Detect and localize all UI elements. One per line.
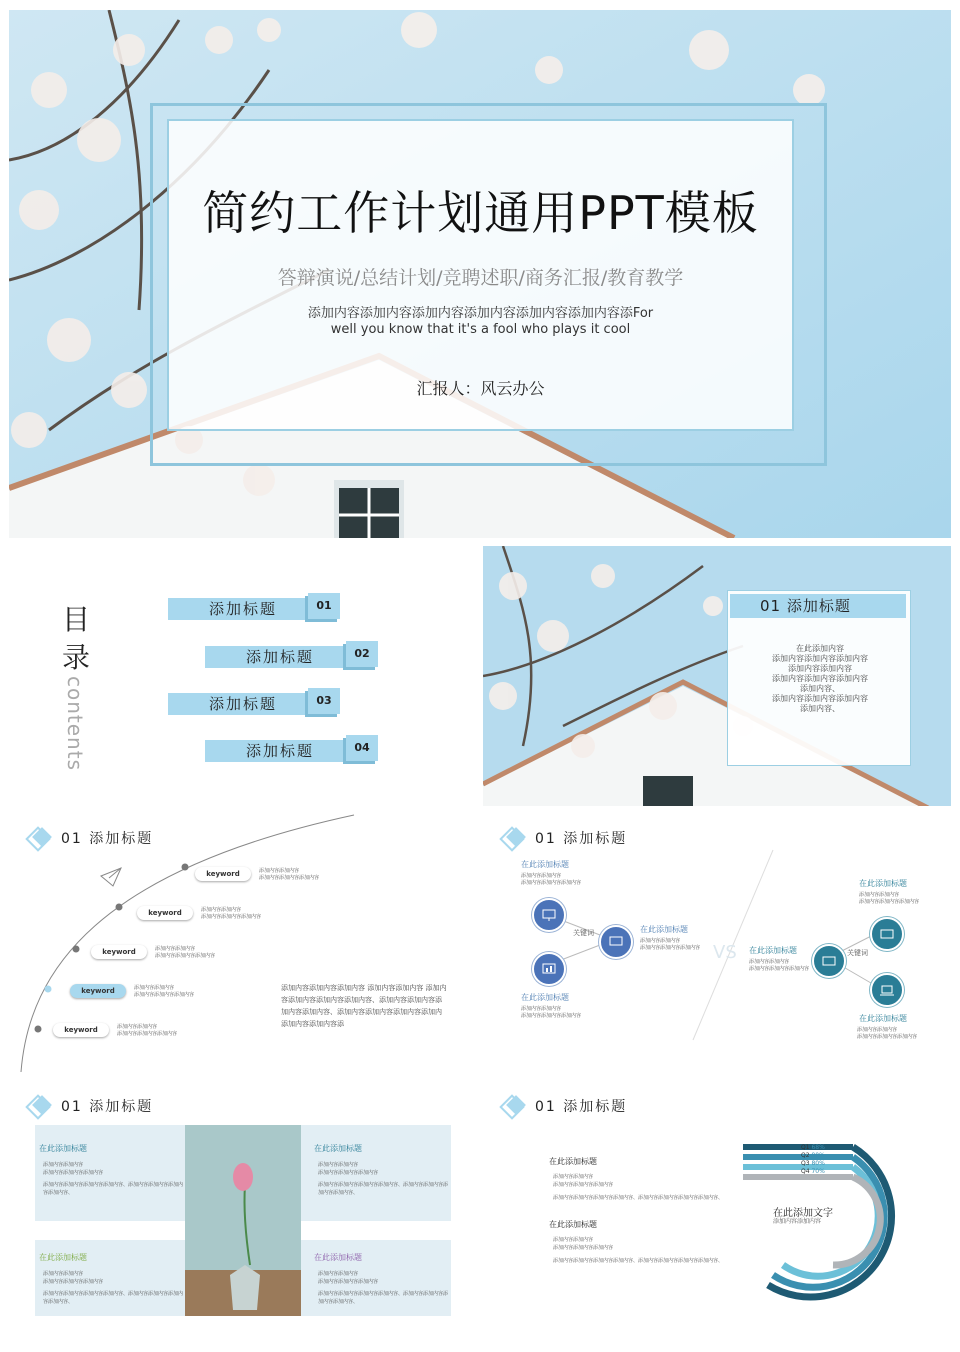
content-line: 添加内容添加内容添加内容	[772, 674, 868, 683]
cell-title: 在此添加标题	[314, 1253, 362, 1262]
content-line: 添加内容添加内容	[788, 664, 852, 673]
cover-desc-line2: well you know that it's a fool who plays it cool	[330, 322, 631, 337]
legend-label: Q2	[801, 1152, 810, 1159]
legend-value: 68%	[811, 1144, 825, 1151]
bullet-line: 添加内容添加内容	[155, 946, 196, 952]
keyword-pill-active[interactable]: keyword	[70, 984, 126, 998]
content-heading: 01 添加标题	[730, 594, 906, 618]
line: 添加内容添加内容添加内容	[521, 1013, 582, 1019]
paragraph-line: 添加内容添加内容添加内容 添加内容添加内容 添加内	[281, 984, 447, 992]
bullet-line: 添加内容添加内容添加内容	[155, 953, 216, 959]
content-line: 添加内容、	[800, 704, 840, 713]
cover-card	[167, 119, 794, 431]
vs-title: 在此添加标题	[640, 925, 688, 934]
monitor-icon	[812, 944, 846, 978]
cell-text	[318, 1161, 448, 1197]
chart-icon	[532, 952, 566, 986]
paragraph-line: 容添加内容添加内容添加内容、添加内容添加内容添	[281, 996, 442, 1004]
line: 添加内容添加内容添加内容	[553, 1245, 614, 1251]
line: 添加内容添加内容	[553, 1174, 594, 1180]
cell-text	[318, 1270, 448, 1306]
timeline-slide[interactable]	[9, 810, 473, 1075]
vs-text	[857, 1027, 917, 1041]
vs-keyword: 关键词	[573, 929, 594, 937]
toc-num-1: 01	[308, 593, 340, 619]
bullet-line: 添加内容添加内容	[259, 868, 300, 874]
ring-title: 在此添加标题	[549, 1220, 597, 1229]
slide-heading: 01 添加标题	[61, 831, 154, 847]
quarter-legend	[801, 1144, 825, 1176]
keyword-pill[interactable]: keyword	[91, 945, 147, 959]
cell-text	[43, 1270, 183, 1306]
legend-value: 90%	[811, 1152, 825, 1159]
bullet-line: 添加内容添加内容	[134, 985, 175, 991]
toc-num-2: 02	[346, 641, 378, 667]
toc-item-3[interactable]: 添加标题	[168, 693, 318, 715]
vs-text	[749, 959, 809, 973]
ring-text	[553, 1173, 723, 1202]
line: 添加内容添加内容	[318, 1162, 359, 1168]
vs-text	[859, 892, 919, 906]
line: 添加内容添加内容添加内容	[318, 1170, 379, 1176]
line: 添加内容添加内容添加内容	[521, 880, 582, 886]
vs-text	[521, 873, 581, 887]
content-text	[735, 644, 905, 714]
line: 添加内容添加内容添加内容添加内容、添加内容添加内容添加内容添加内容、	[553, 1258, 724, 1264]
grid-slide[interactable]	[9, 1080, 473, 1342]
ring-chart	[733, 1135, 933, 1310]
legend-q2	[801, 1152, 825, 1160]
line: 添加内容添加内容添加内容	[43, 1170, 104, 1176]
vs-title: 在此添加标题	[749, 946, 797, 955]
board-icon	[599, 925, 633, 959]
toc-num-4: 04	[346, 735, 378, 761]
content-line: 添加内容添加内容添加内容	[772, 654, 868, 663]
toc-item-1[interactable]: 添加标题	[168, 598, 318, 620]
vs-title: 在此添加标题	[859, 1014, 907, 1023]
content-line: 在此添加内容	[796, 644, 844, 653]
line: 添加内容添加内容	[318, 1271, 359, 1277]
keyword-bullets	[134, 985, 194, 999]
slide-heading: 01 添加标题	[535, 1099, 628, 1115]
body-paragraph	[281, 982, 461, 1030]
toc-item-2[interactable]: 添加标题	[205, 646, 355, 668]
presentation-icon	[532, 898, 566, 932]
line: 添加内容添加内容添加内容添加内容、添加内容添加内容添加内容添加内容、	[43, 1291, 184, 1305]
cell-text	[43, 1161, 183, 1197]
cover-reporter: 汇报人：风云办公	[416, 379, 545, 398]
cover-desc-line1: 添加内容添加内容添加内容添加内容添加内容添加内容添For	[307, 306, 654, 321]
line: 添加内容添加内容	[553, 1237, 594, 1243]
laptop-icon	[870, 973, 904, 1007]
line: 添加内容添加内容添加内容	[640, 945, 701, 951]
line: 添加内容添加内容	[640, 938, 681, 944]
cell-title: 在此添加标题	[39, 1253, 87, 1262]
vs-title: 在此添加标题	[521, 860, 569, 869]
photo-slide[interactable]	[483, 546, 951, 806]
keyword-pill[interactable]: keyword	[195, 867, 251, 881]
ring-text	[553, 1236, 723, 1265]
ring-center-title: 在此添加文字	[773, 1208, 833, 1219]
legend-label: Q1	[801, 1144, 810, 1151]
toc-title-en: contents	[63, 676, 87, 771]
line: 添加内容添加内容	[521, 873, 562, 879]
cover-title: 简约工作计划通用PPT模板	[202, 186, 759, 240]
bullet-line: 添加内容添加内容添加内容	[134, 992, 195, 998]
line: 添加内容添加内容添加内容添加内容、添加内容添加内容添加内容添加内容、	[43, 1182, 184, 1196]
screen-icon	[870, 917, 904, 951]
vs-title: 在此添加标题	[521, 993, 569, 1002]
keyword-bullets	[117, 1024, 177, 1038]
toc-title: 目录	[62, 603, 91, 674]
slide-heading: 01 添加标题	[61, 1099, 154, 1115]
paragraph-line: 加内容添加内容、添加内容添加内容添加内容添加内	[281, 1008, 442, 1016]
cover-subtitle: 答辩演说/总结计划/竞聘述职/商务汇报/教育教学	[277, 267, 684, 289]
line: 添加内容添加内容添加内容添加内容、添加内容添加内容添加内容添加内容、	[318, 1182, 449, 1196]
slide-heading: 01 添加标题	[535, 831, 628, 847]
tulip-photo	[185, 1125, 301, 1316]
toc-item-4[interactable]: 添加标题	[205, 740, 355, 762]
line: 添加内容添加内容添加内容	[859, 899, 920, 905]
legend-q4	[801, 1168, 825, 1176]
keyword-bullets	[155, 946, 215, 960]
bullet-line: 添加内容添加内容添加内容	[201, 914, 262, 920]
line: 添加内容添加内容	[749, 959, 790, 965]
cover-description	[271, 306, 691, 338]
legend-q3	[801, 1160, 825, 1168]
vs-keyword: 关键词	[847, 949, 868, 957]
keyword-pill[interactable]: keyword	[137, 906, 193, 920]
toc-slide[interactable]	[9, 546, 473, 804]
legend-value: 80%	[811, 1160, 825, 1167]
keyword-bullets	[259, 868, 319, 882]
vs-slide[interactable]	[483, 810, 951, 1075]
bullet-line: 添加内容添加内容添加内容	[117, 1031, 178, 1037]
legend-label: Q4	[801, 1168, 810, 1175]
keyword-pill[interactable]: keyword	[53, 1023, 109, 1037]
line: 添加内容添加内容添加内容	[749, 966, 810, 972]
vs-title: 在此添加标题	[859, 879, 907, 888]
vs-label: VS	[713, 942, 737, 963]
legend-label: Q3	[801, 1160, 810, 1167]
bullet-line: 添加内容添加内容	[201, 907, 242, 913]
toc-num-3: 03	[308, 688, 340, 714]
paragraph-line: 添加内容添加内容添	[281, 1020, 344, 1028]
cell-title: 在此添加标题	[39, 1144, 87, 1153]
line: 添加内容添加内容添加内容添加内容、添加内容添加内容添加内容添加内容、	[318, 1291, 449, 1305]
bullet-line: 添加内容添加内容添加内容	[259, 875, 320, 881]
content-line: 添加内容、	[800, 684, 840, 693]
legend-value: 70%	[811, 1168, 825, 1175]
line: 添加内容添加内容添加内容	[318, 1279, 379, 1285]
keyword-bullets	[201, 907, 261, 921]
ring-center-subtitle: 添加内容添加内容	[773, 1218, 822, 1225]
ring-title: 在此添加标题	[549, 1157, 597, 1166]
line: 添加内容添加内容	[43, 1162, 84, 1168]
paper-plane-icon	[101, 868, 121, 886]
cover-slide[interactable]	[9, 10, 951, 538]
vs-text	[521, 1006, 581, 1020]
content-line: 添加内容添加内容添加内容	[772, 694, 868, 703]
line: 添加内容添加内容	[521, 1006, 562, 1012]
vs-text	[640, 938, 700, 952]
line: 添加内容添加内容	[43, 1271, 84, 1277]
line: 添加内容添加内容添加内容	[553, 1182, 614, 1188]
bullet-line: 添加内容添加内容	[117, 1024, 158, 1030]
ring-slide[interactable]	[483, 1080, 951, 1342]
line: 添加内容添加内容添加内容	[857, 1034, 918, 1040]
line: 添加内容添加内容	[859, 892, 900, 898]
line: 添加内容添加内容添加内容添加内容、添加内容添加内容添加内容添加内容、	[553, 1195, 724, 1201]
line: 添加内容添加内容	[857, 1027, 898, 1033]
line: 添加内容添加内容添加内容	[43, 1279, 104, 1285]
cell-title: 在此添加标题	[314, 1144, 362, 1153]
legend-q1	[801, 1144, 825, 1152]
